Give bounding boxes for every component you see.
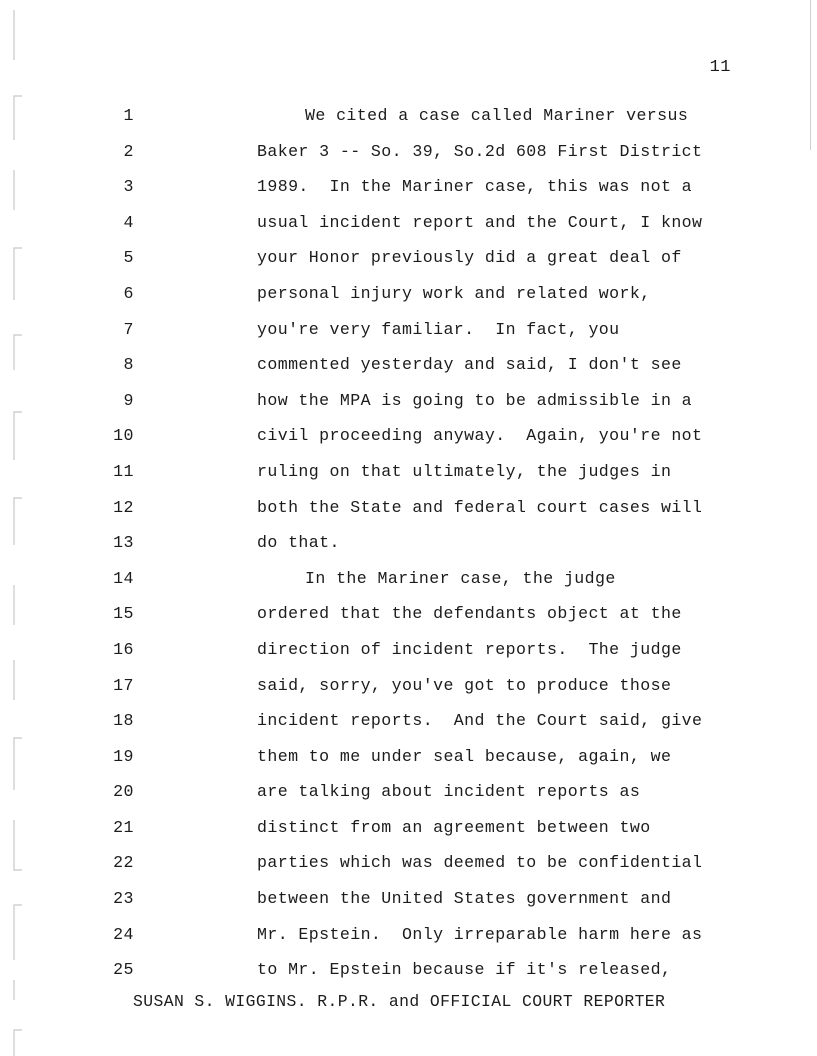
transcript-line [0,276,817,312]
line-number: 21 [113,817,134,837]
line-number: 13 [113,533,134,553]
line-text: In the Mariner case, the judge [305,568,616,588]
line-number: 25 [113,960,134,980]
line-text: usual incident report and the Court, I know [257,212,703,232]
line-text: them to me under seal because, again, we [257,746,672,766]
line-number: 15 [113,604,134,624]
transcript-line [0,561,817,597]
transcript-line [0,917,817,953]
line-text: Mr. Epstein. Only irreparable harm here as [257,924,703,944]
transcript-line [0,134,817,170]
transcript-line [0,240,817,276]
line-number: 22 [113,853,134,873]
transcript-line [0,312,817,348]
line-text: incident reports. And the Court said, give [257,711,703,731]
line-text: 1989. In the Mariner case, this was not a [257,177,693,197]
line-text: do that. [257,533,340,553]
line-text: between the United States government and [257,889,672,909]
line-text: commented yesterday and said, I don't see [257,355,682,375]
line-number: 10 [113,426,134,446]
line-text: are talking about incident reports as [257,782,641,802]
line-number: 17 [113,675,134,695]
transcript-line [0,383,817,419]
line-text: your Honor previously did a great deal of [257,248,682,268]
line-text: you're very familiar. In fact, you [257,319,620,339]
transcript-line [0,98,817,134]
line-number: 14 [113,568,134,588]
transcript-line [0,952,817,988]
line-number: 12 [113,497,134,517]
line-number: 5 [123,248,134,268]
line-number: 20 [113,782,134,802]
line-number: 6 [123,283,134,303]
line-number: 1 [123,106,134,125]
line-text: both the State and federal court cases will [257,497,703,517]
transcript-line [0,454,817,490]
transcript-line [0,347,817,383]
transcript-line [0,490,817,526]
transcript-lines [0,98,817,988]
line-number: 18 [113,711,134,731]
line-text: We cited a case called Mariner versus [305,106,689,125]
page-number: 11 [709,58,731,77]
transcript-line [0,845,817,881]
line-text: how the MPA is going to be admissible in a [257,390,693,410]
line-text: said, sorry, you've got to produce those [257,675,672,695]
transcript-line [0,525,817,561]
line-text: parties which was deemed to be confidential [257,853,703,873]
transcript-line [0,205,817,241]
line-number: 3 [123,177,134,197]
line-number: 8 [123,355,134,375]
line-text: personal injury work and related work, [257,283,651,303]
transcript-line [0,774,817,810]
line-number: 11 [113,461,134,481]
transcript-line [0,668,817,704]
line-text: distinct from an agreement between two [257,817,651,837]
transcript-line [0,739,817,775]
line-number: 2 [123,141,134,161]
line-text: ruling on that ultimately, the judges in [257,461,672,481]
transcript-line [0,703,817,739]
transcript-line [0,596,817,632]
transcript-line [0,881,817,917]
court-reporter-footer: SUSAN S. WIGGINS. R.P.R. and OFFICIAL COURT REPORTER [133,992,666,1011]
transcript-line [0,632,817,668]
line-number: 9 [123,390,134,410]
line-number: 23 [113,889,134,909]
line-number: 24 [113,924,134,944]
line-number: 16 [113,639,134,659]
line-text: civil proceeding anyway. Again, you're not [257,426,703,446]
line-number: 19 [113,746,134,766]
transcript-line [0,810,817,846]
line-number: 7 [123,319,134,339]
line-text: ordered that the defendants object at the [257,604,682,624]
line-number: 4 [123,212,134,232]
transcript-line [0,169,817,205]
line-text: to Mr. Epstein because if it's released, [257,960,672,980]
transcript-line [0,418,817,454]
line-text: Baker 3 -- So. 39, So.2d 608 First District [257,141,703,161]
line-text: direction of incident reports. The judge [257,639,682,659]
